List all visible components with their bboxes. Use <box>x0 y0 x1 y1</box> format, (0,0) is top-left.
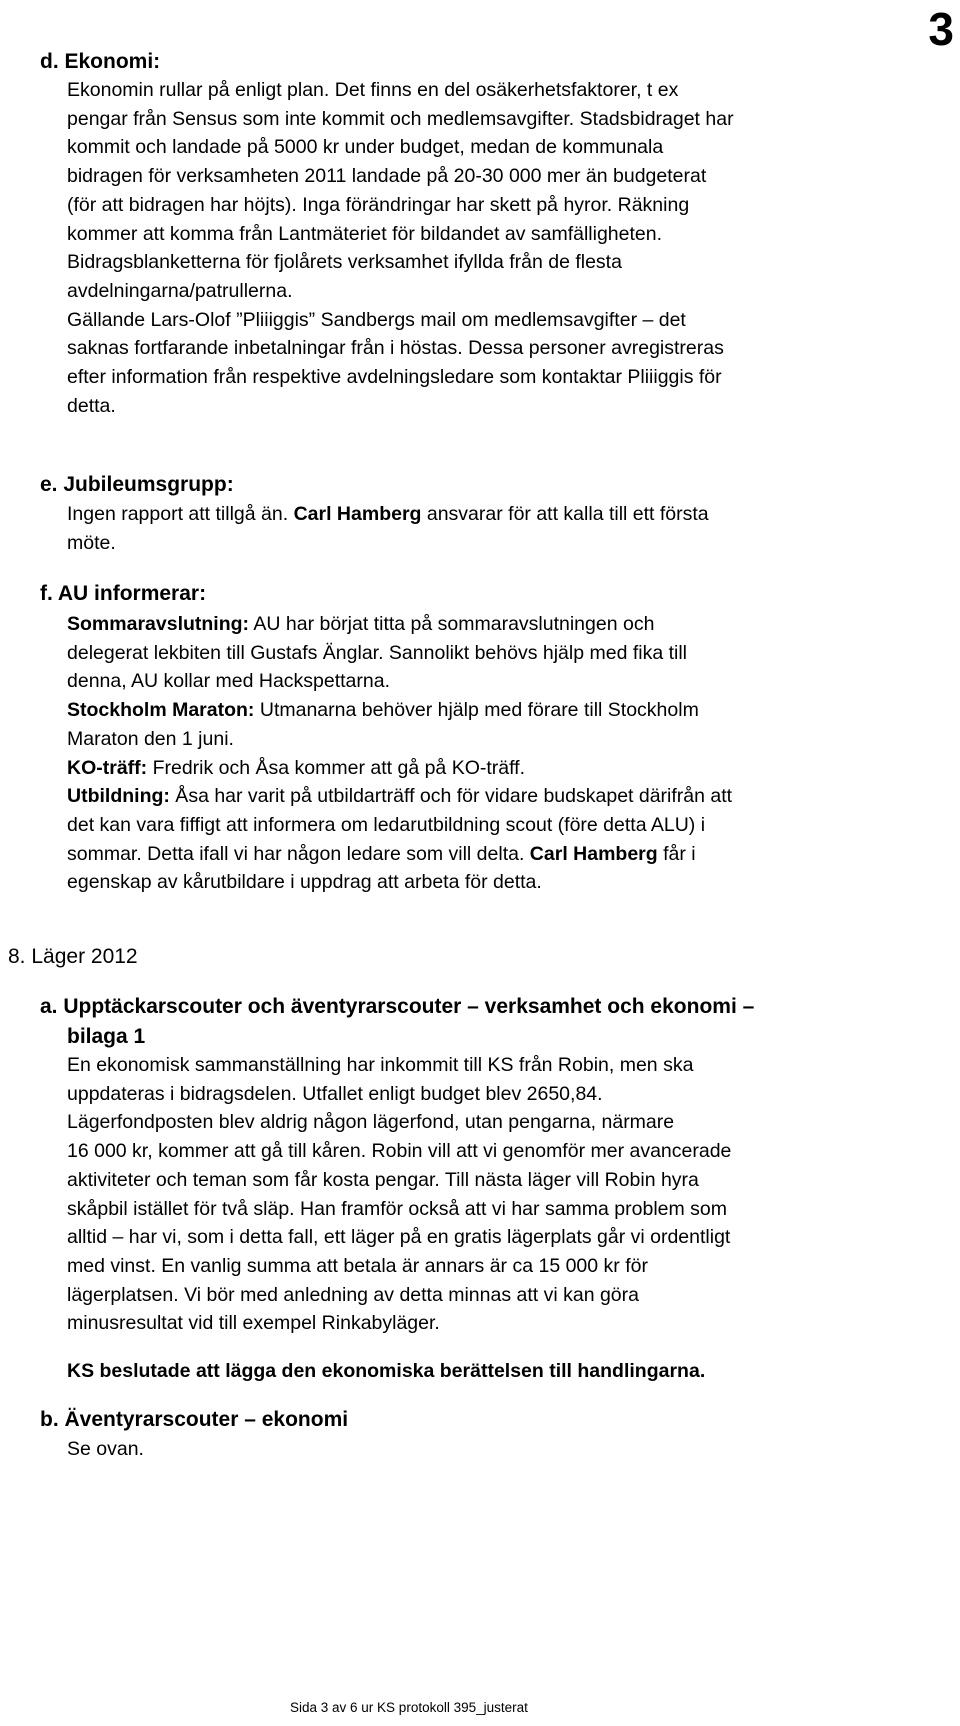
text-line: Maraton den 1 juni. <box>67 727 234 750</box>
person-name: Carl Hamberg <box>529 842 658 865</box>
adventurers-paragraph <box>67 1435 947 1464</box>
text-line: skåpbil istället för två släp. Han framför också att vi har samma problem som <box>67 1197 727 1220</box>
text-line: efter information från respektive avdelningsledare som kontaktar Pliiiggis för <box>67 366 722 389</box>
text-line: Bidragsblanketterna för fjolårets verksamhet ifyllda från de flesta <box>67 251 622 274</box>
text-line: möte. <box>67 531 116 554</box>
text-line <box>67 840 947 869</box>
decision-text <box>67 1357 947 1386</box>
text-line: egenskap av kårutbildare i uppdrag att arbeta för detta. <box>67 871 542 894</box>
text-run: ansvarar för att kalla till ett första <box>421 503 709 525</box>
text-line <box>67 500 947 529</box>
text-run: Åsa har varit på utbildarträff och för vidare budskapet därifrån att <box>169 785 733 808</box>
text-line: (för att bidragen har höjts). Inga förändringar har skett på hyror. Räkning <box>67 193 690 216</box>
text-line: avdelningarna/patrullerna. <box>67 279 293 302</box>
decision-bold: KS beslutade att lägga den ekonomiska berättelsen till handlingarna. <box>67 1360 706 1382</box>
page-number: 3 <box>928 3 954 55</box>
text-line: En ekonomisk sammanställning har inkommit till KS från Robin, men ska <box>67 1054 694 1076</box>
decision-paragraph <box>67 1357 947 1386</box>
text-run: AU har börjat titta på sommaravslutningen och <box>249 613 655 635</box>
text-line: uppdateras i bidragsdelen. Utfallet enligt budget blev 2650,84. <box>67 1082 603 1105</box>
text-line: med vinst. En vanlig summa att betala är annars är ca 15 000 kr för <box>67 1254 648 1277</box>
topic-label: Sommaravslutning: <box>67 613 250 635</box>
scouts-paragraph <box>67 1051 947 1338</box>
section-heading-jubilee: e. Jubileumsgrupp: <box>40 473 234 496</box>
text-run: Fredrik och Åsa kommer att gå på KO-träff. <box>147 756 526 779</box>
text-line: bidragen för verksamheten 2011 landade på 20-30 000 mer än budgeterat <box>67 165 707 188</box>
text-line: pengar från Sensus som inte kommit och medlemsavgifter. Stadsbidraget har <box>67 107 734 130</box>
text-run: får i <box>657 842 696 865</box>
text-line: Ekonomin rullar på enligt plan. Det finns en del osäkerhetsfaktorer, t ex <box>67 79 679 101</box>
page-footer: Sida 3 av 6 ur KS protokoll 395_justerat <box>290 1700 528 1715</box>
text-line: Se ovan. <box>67 1438 144 1460</box>
text-line <box>67 782 947 811</box>
jubilee-paragraph <box>67 500 947 557</box>
text-line <box>67 696 947 725</box>
text-line: alltid – har vi, som i detta fall, ett läger på en gratis lägerplats går vi ordentligt <box>67 1226 731 1249</box>
text-line <box>67 610 947 639</box>
section-heading-au: f. AU informerar: <box>40 582 207 605</box>
text-run: Ingen rapport att tillgå än. <box>67 503 294 525</box>
au-paragraph <box>67 610 947 897</box>
text-line: aktiviteter och teman som får kosta pengar. Till nästa läger vill Robin hyra <box>67 1168 699 1191</box>
text-run: Utmanarna behöver hjälp med förare till Stockholm <box>254 699 699 722</box>
topic-label: KO-träff: <box>67 756 148 779</box>
text-line: denna, AU kollar med Hackspettarna. <box>67 670 391 693</box>
economy-paragraph <box>67 76 947 420</box>
text-line: det kan vara fiffigt att informera om ledarutbildning scout (före detta ALU) i <box>67 813 706 836</box>
text-line: kommer att komma från Lantmäteriet för bildandet av samfälligheten. <box>67 222 663 245</box>
section-heading-scouts-cont: bilaga 1 <box>67 1025 146 1048</box>
text-line: kommit och landade på 5000 kr under budget, medan de kommunala <box>67 136 664 159</box>
section-heading-scouts: a. Upptäckarscouter och äventyrarscouter – verksamhet och ekonomi – <box>40 995 755 1018</box>
text-line <box>67 754 947 783</box>
section-heading-adventurers: b. Äventyrarscouter – ekonomi <box>40 1408 349 1431</box>
text-line: delegerat lekbiten till Gustafs Änglar. Sannolikt behövs hjälp med fika till <box>67 641 688 664</box>
text-run: sommar. Detta ifall vi har någon ledare som vill delta. <box>67 842 530 865</box>
text-line: detta. <box>67 394 116 417</box>
person-name: Carl Hamberg <box>293 503 422 525</box>
text-line: minusresultat vid till exempel Rinkabyläger. <box>67 1312 440 1335</box>
text-line: 16 000 kr, kommer att gå till kåren. Robin vill att vi genomför mer avancerade <box>67 1140 732 1163</box>
topic-label: Utbildning: <box>67 785 170 808</box>
text-line: saknas fortfarande inbetalningar från i höstas. Dessa personer avregistreras <box>67 337 724 360</box>
section-heading-economy: d. Ekonomi: <box>40 50 161 73</box>
text-line: Gällande Lars-Olof ”Pliiiggis” Sandbergs mail om medlemsavgifter – det <box>67 308 686 331</box>
text-line: Lägerfondposten blev aldrig någon lägerfond, utan pengarna, närmare <box>67 1111 675 1134</box>
text-line: lägerplatsen. Vi bör med anledning av detta minnas att vi kan göra <box>67 1283 639 1306</box>
section-heading-camp-2012: 8. Läger 2012 <box>8 945 138 968</box>
topic-label: Stockholm Maraton: <box>67 699 255 722</box>
